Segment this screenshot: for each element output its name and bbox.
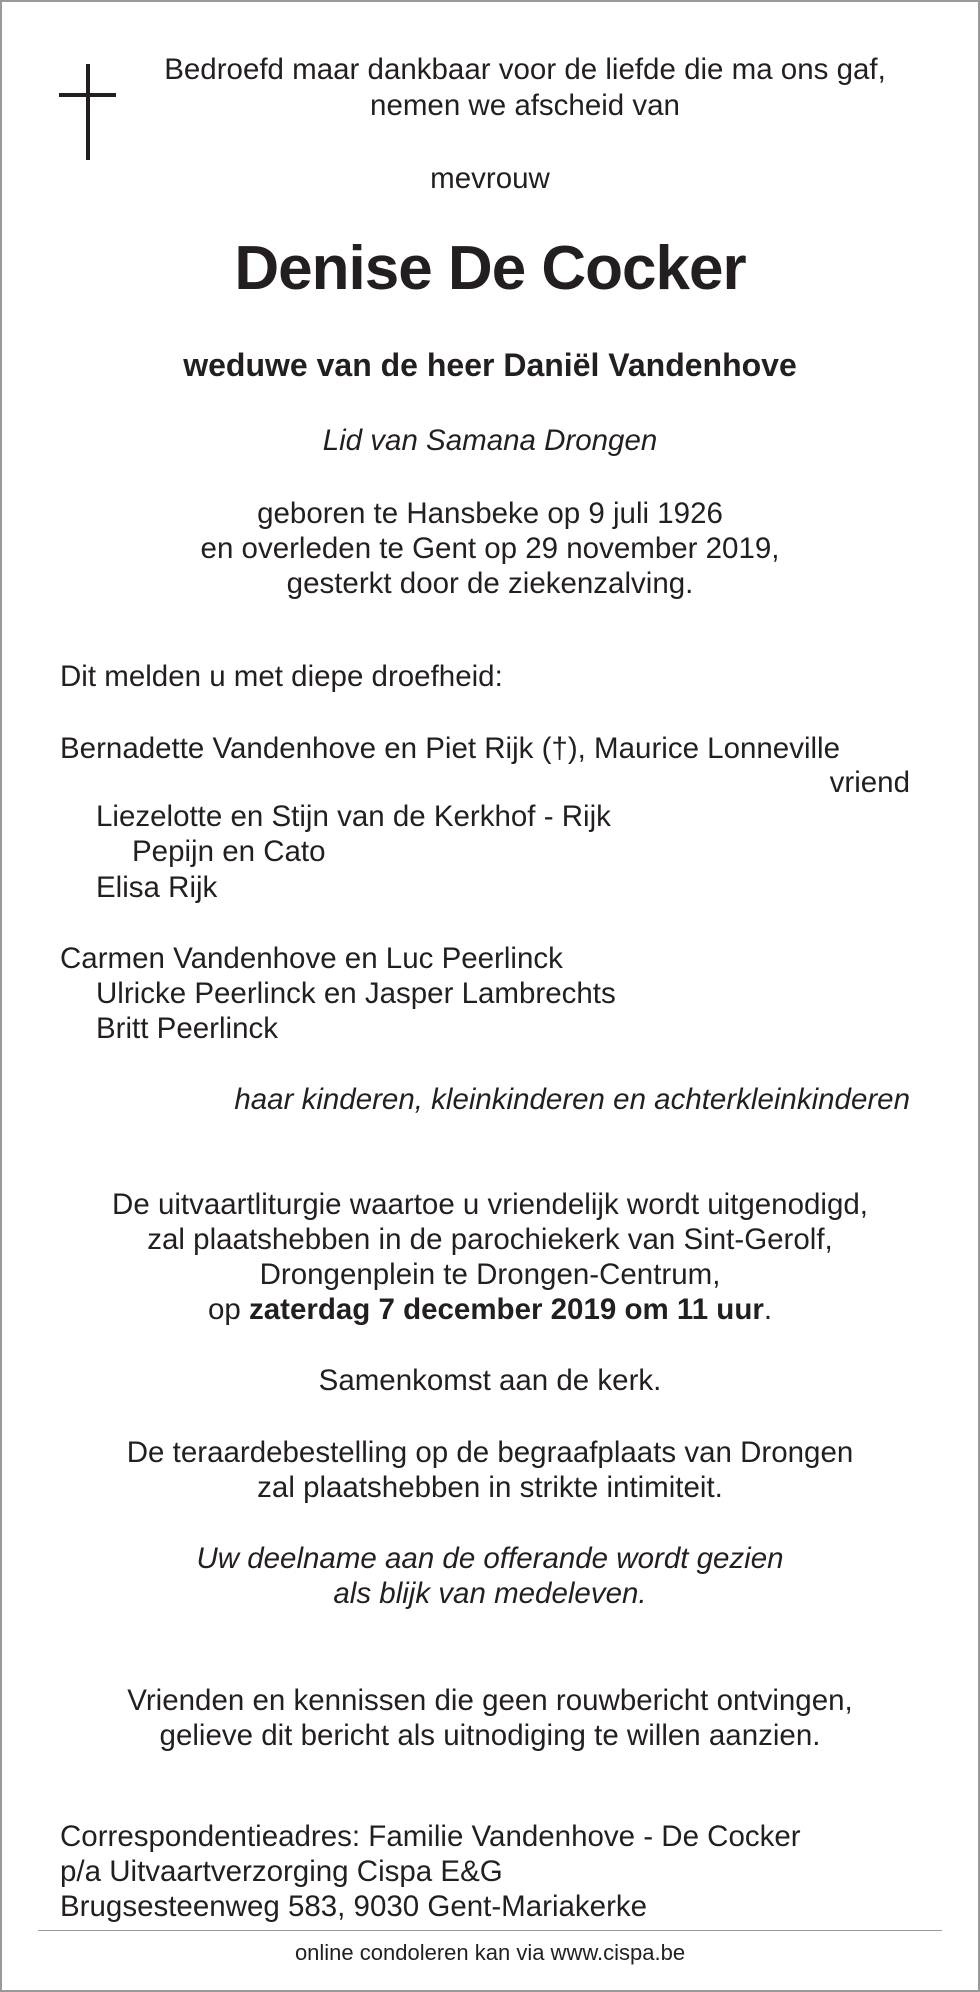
cross-horizontal-bar <box>59 93 116 97</box>
widow-of: weduwe van de heer Daniël Vandenhove <box>183 347 797 383</box>
funeral-line-3: Drongenplein te Drongen-Centrum, <box>259 1258 721 1291</box>
family-line-2: Liezelotte en Stijn van de Kerkhof - Rijk <box>96 800 611 833</box>
family-line-1-note: vriend <box>829 766 910 799</box>
funeral-line-2: zal plaatshebben in de parochiekerk van Sint-Gerolf, <box>147 1223 833 1256</box>
funeral-line-4 <box>2 1292 978 1327</box>
offering-line-1: Uw deelname aan de offerande wordt gezien <box>196 1542 784 1575</box>
footer-divider <box>38 1930 942 1931</box>
funeral-line-4-suffix: . <box>763 1293 773 1326</box>
funeral-line-1: De uitvaartliturgie waartoe u vriendelijk wordt uitgenodigd, <box>112 1188 868 1221</box>
cross-vertical-bar <box>86 64 90 160</box>
family-line-7: Britt Peerlinck <box>96 1012 278 1045</box>
burial-line-1: De teraardebestelling op de begraafplaats van Drongen <box>126 1436 854 1469</box>
friends-line-1: Vrienden en kennissen die geen rouwbericht ontvingen, <box>127 1684 853 1717</box>
friends-line-2: gelieve dit bericht als uitnodiging te willen aanzien. <box>159 1719 821 1752</box>
family-line-4: Elisa Rijk <box>96 871 218 904</box>
family-line-3: Pepijn en Cato <box>132 835 326 868</box>
sacrament-line: gesterkt door de ziekenzalving. <box>286 567 694 600</box>
family-line-1: Bernadette Vandenhove en Piet Rijk (†), Maurice Lonneville <box>60 732 841 765</box>
death-line: en overleden te Gent op 29 november 2019, <box>200 532 780 565</box>
burial-line-2: zal plaatshebben in strikte intimiteit. <box>257 1471 723 1504</box>
deceased-name: Denise De Cocker <box>234 234 746 303</box>
footer-note: online condoleren kan via www.cispa.be <box>294 1940 686 1965</box>
offering-line-2: als blijk van medeleven. <box>333 1577 647 1610</box>
family-closing: haar kinderen, kleinkinderen en achterkleinkinderen <box>234 1083 910 1116</box>
title-prefix: mevrouw <box>430 162 550 195</box>
family-line-5: Carmen Vandenhove en Luc Peerlinck <box>60 942 563 975</box>
gathering: Samenkomst aan de kerk. <box>318 1364 662 1397</box>
funeral-line-4-prefix: op <box>207 1293 249 1326</box>
intro-line-2: nemen we afscheid van <box>370 89 680 122</box>
birth-line: geboren te Hansbeke op 9 juli 1926 <box>257 497 723 530</box>
correspondence-line-2: p/a Uitvaartverzorging Cispa E&G <box>60 1855 503 1888</box>
correspondence-line-1: Correspondentieadres: Familie Vandenhove - De Cocker <box>60 1820 801 1853</box>
family-line-6: Ulricke Peerlinck en Jasper Lambrechts <box>96 977 616 1010</box>
intro-line-1: Bedroefd maar dankbaar voor de liefde die ma ons gaf, <box>164 53 886 86</box>
funeral-date: zaterdag 7 december 2019 om 11 uur <box>248 1293 764 1326</box>
membership: Lid van Samana Drongen <box>322 424 658 457</box>
correspondence-line-3: Brugsesteenweg 583, 9030 Gent-Mariakerke <box>60 1890 648 1923</box>
announce-intro: Dit melden u met diepe droefheid: <box>60 660 503 693</box>
